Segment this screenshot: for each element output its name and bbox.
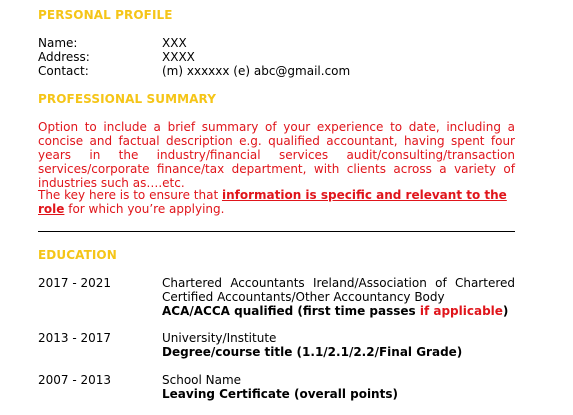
name-label: Name: <box>38 36 78 50</box>
education-qualification-1 <box>162 304 515 318</box>
education-entry-1 <box>162 276 515 318</box>
education-qualification-2: Degree/course title (1.1/2.1/2.2/Final Grade) <box>162 345 463 359</box>
qualification-text-1: ACA/ACCA qualified (first time passes <box>162 304 420 318</box>
contact-value: (m) xxxxxx (e) abc@gmail.com <box>162 64 351 78</box>
education-qualification-3: Leaving Certificate (overall points) <box>162 387 398 401</box>
summary-key-paragraph <box>38 188 515 216</box>
summary-paragraph: Option to include a brief summary of your experience to date, including a concise and factual description e.g. qualified accountant, having spent four years in the industry/financial services audit/consulting/transaction services/corporate finance/tax department, with clients across a variety of industries such as….etc. <box>38 120 515 190</box>
education-years-2: 2013 - 2017 <box>38 331 112 345</box>
education-entry-2 <box>162 331 515 359</box>
education-years-1: 2017 - 2021 <box>38 276 112 290</box>
section-divider <box>38 231 515 232</box>
address-value: XXXX <box>162 50 195 64</box>
name-value: XXX <box>162 36 187 50</box>
qualification-note-1: if applicable <box>419 304 503 318</box>
education-entry-3 <box>162 373 515 401</box>
education-institution-3: School Name <box>162 373 242 387</box>
key-text-end: for which you’re applying. <box>64 202 225 216</box>
education-institution-1: Chartered Accountants Ireland/Association of Chartered Certified Accountants/Other Accountancy Body <box>162 276 515 304</box>
professional-summary-heading: PROFESSIONAL SUMMARY <box>38 92 217 106</box>
qualification-close-1: ) <box>502 304 509 318</box>
education-heading: EDUCATION <box>38 248 117 262</box>
contact-label: Contact: <box>38 64 89 78</box>
address-label: Address: <box>38 50 90 64</box>
key-emphasis: information is specific and relevant to the role <box>38 188 507 216</box>
personal-profile-heading: PERSONAL PROFILE <box>38 8 173 22</box>
education-institution-2: University/Institute <box>162 331 277 345</box>
key-text-intro: The key here is to ensure that <box>38 188 222 202</box>
education-years-3: 2007 - 2013 <box>38 373 112 387</box>
